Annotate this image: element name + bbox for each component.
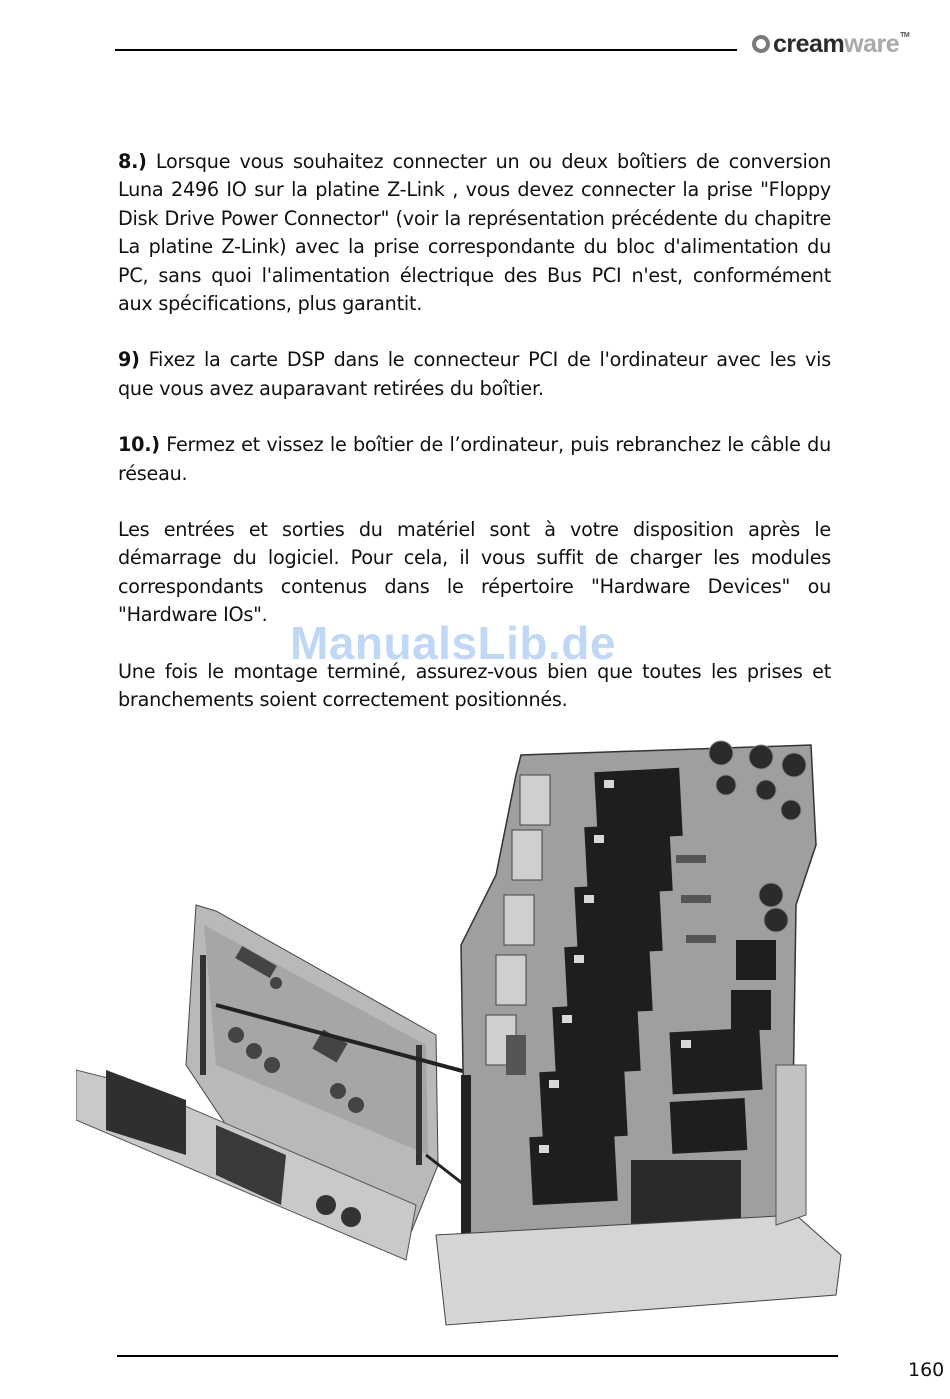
logo-word-light: ware [844, 29, 900, 58]
footer-rule [117, 1355, 838, 1357]
creamware-logo [752, 26, 909, 62]
paragraph-text: Fixez la carte DSP dans le connecteur PCI de l'ordinateur avec les vis que vous avez auparavant retirées du boîtier. [118, 348, 831, 400]
paragraph-step-8 [118, 148, 831, 318]
paragraph-text: Les entrées et sorties du matériel sont à votre disposition après le démarrage du logiciel. Pour cela, il vous suffit de charger les modules correspondants contenus dans le répertoire "Hardware Devices" ou "Hardware IOs". [118, 518, 831, 627]
pcb-photo-icon [76, 735, 844, 1331]
header-rule [115, 49, 737, 51]
paragraph-text: Lorsque vous souhaitez connecter un ou deux boîtiers de conversion Luna 2496 IO sur la platine Z-Link , vous devez connecter la prise "Floppy Disk Drive Power Connector" (voir la représentation précédente du chapitre La platine Z-Link) avec la prise correspondante du bloc d'alimentation du PC, sans quoi l'alimentation électrique des Bus PCI n'est, conformément aux spécifications, plus garantit. [118, 150, 831, 316]
step-number: 10.) [118, 433, 160, 457]
watermark: ManualsLib.de [290, 617, 616, 669]
paragraph-text: Une fois le montage terminé, assurez-vous bien que toutes les prises et branchements soient correctement positionnés. [118, 659, 831, 712]
step-number: 8.) [118, 150, 147, 173]
paragraph-text: Fermez et vissez le boîtier de l’ordinateur, puis rebranchez le câble du réseau. [118, 433, 831, 485]
logo-trademark: TM [900, 32, 910, 39]
logo-ring-icon [752, 35, 770, 53]
paragraph-step-10 [118, 431, 831, 488]
step-number: 9) [118, 348, 140, 372]
paragraph-step-9 [118, 346, 831, 403]
paragraph-hardware-io [118, 516, 831, 630]
page-number: 160 [908, 1359, 945, 1381]
logo-word-dark: cream [773, 29, 845, 58]
